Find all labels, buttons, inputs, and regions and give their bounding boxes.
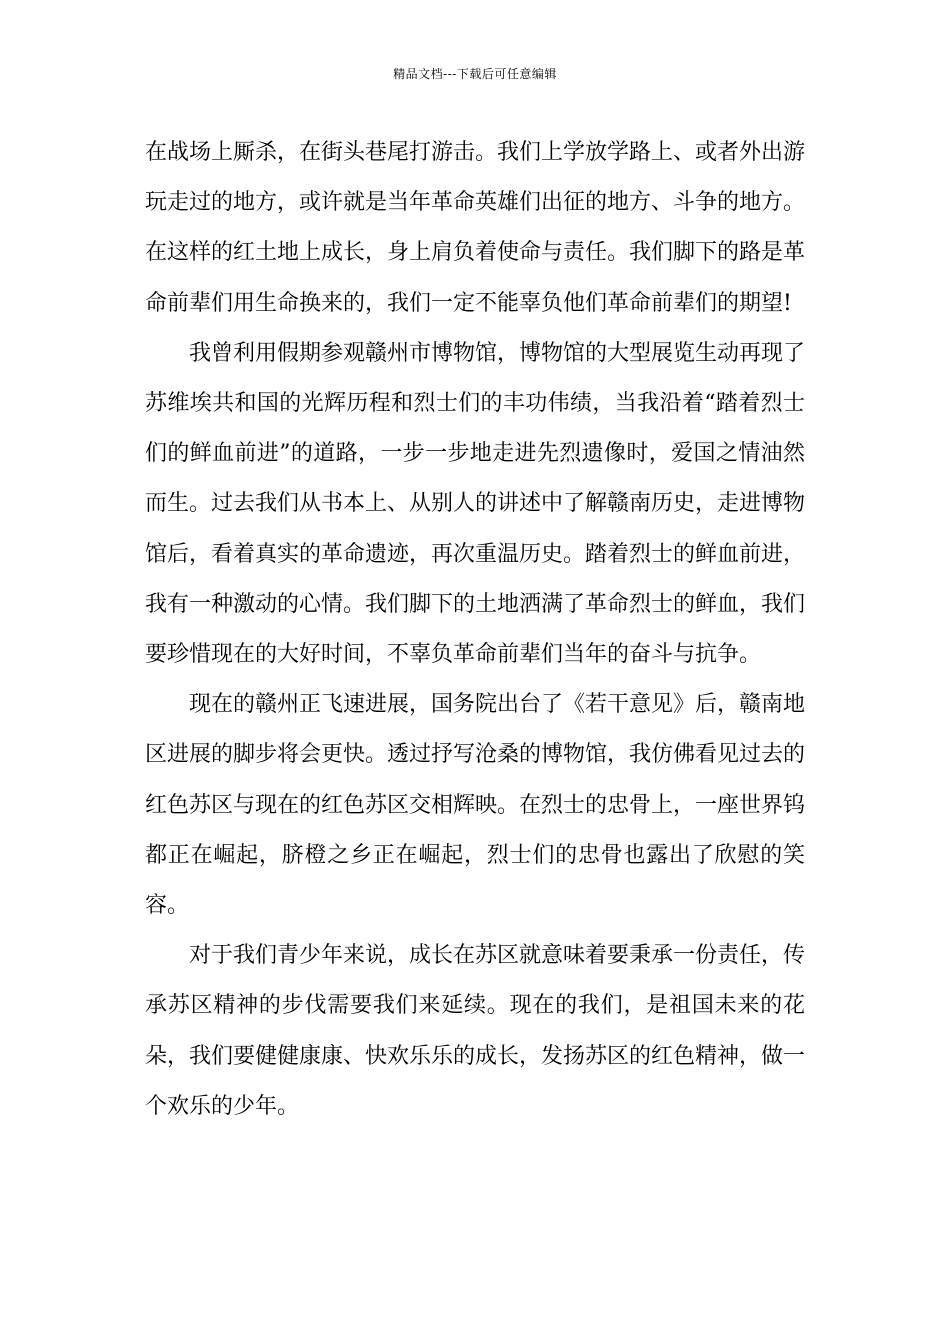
paragraph-1: 在战场上厮杀，在街头巷尾打游击。我们上学放学路上、或者外出游玩走过的地方，或许就是当年革命英雄们出征的地方、斗争的地方。在这样的红土地上成长，身上肩负着使命与责任。我们脚下的路是革命前辈们用生命换来的，我们一定不能辜负他们革命前辈们的期望! bbox=[145, 140, 806, 316]
document-body bbox=[145, 128, 805, 1132]
page-header: 精品文档---下载后可任意编辑 bbox=[393, 67, 557, 81]
paragraph-2: 我曾利用假期参观赣州市博物馆，博物馆的大型展览生动再现了苏维埃共和国的光辉历程和烈士们的丰功伟绩，当我沿着“踏着烈士们的鲜血前进”的道路，一步一步地走进先烈遗像时，爱国之情油然而生。过去我们从书本上、从别人的讲述中了解赣南历史，走进博物馆后，看着真实的革命遗迹，再次重温历史。踏着烈士的鲜血前进，我有一种激动的心情。我们脚下的土地洒满了革命烈士的鲜血，我们要珍惜现在的大好时间，不辜负革命前辈们当年的奋斗与抗争。 bbox=[145, 340, 806, 668]
paragraph-3: 现在的赣州正飞速进展，国务院出台了《若干意见》后，赣南地区进展的脚步将会更快。透过抒写沧桑的博物馆，我仿佛看见过去的红色苏区与现在的红色苏区交相辉映。在烈士的忠骨上，一座世界钨都正在崛起，脐橙之乡正在崛起，烈士们的忠骨也露出了欣慰的笑容。 bbox=[145, 692, 806, 919]
paragraph-4: 对于我们青少年来说，成长在苏区就意味着要秉承一份责任，传承苏区精神的步伐需要我们来延续。现在的我们，是祖国未来的花朵，我们要健健康康、快欢乐乐的成长，发扬苏区的红色精神，做一个欢乐的少年。 bbox=[145, 943, 806, 1119]
